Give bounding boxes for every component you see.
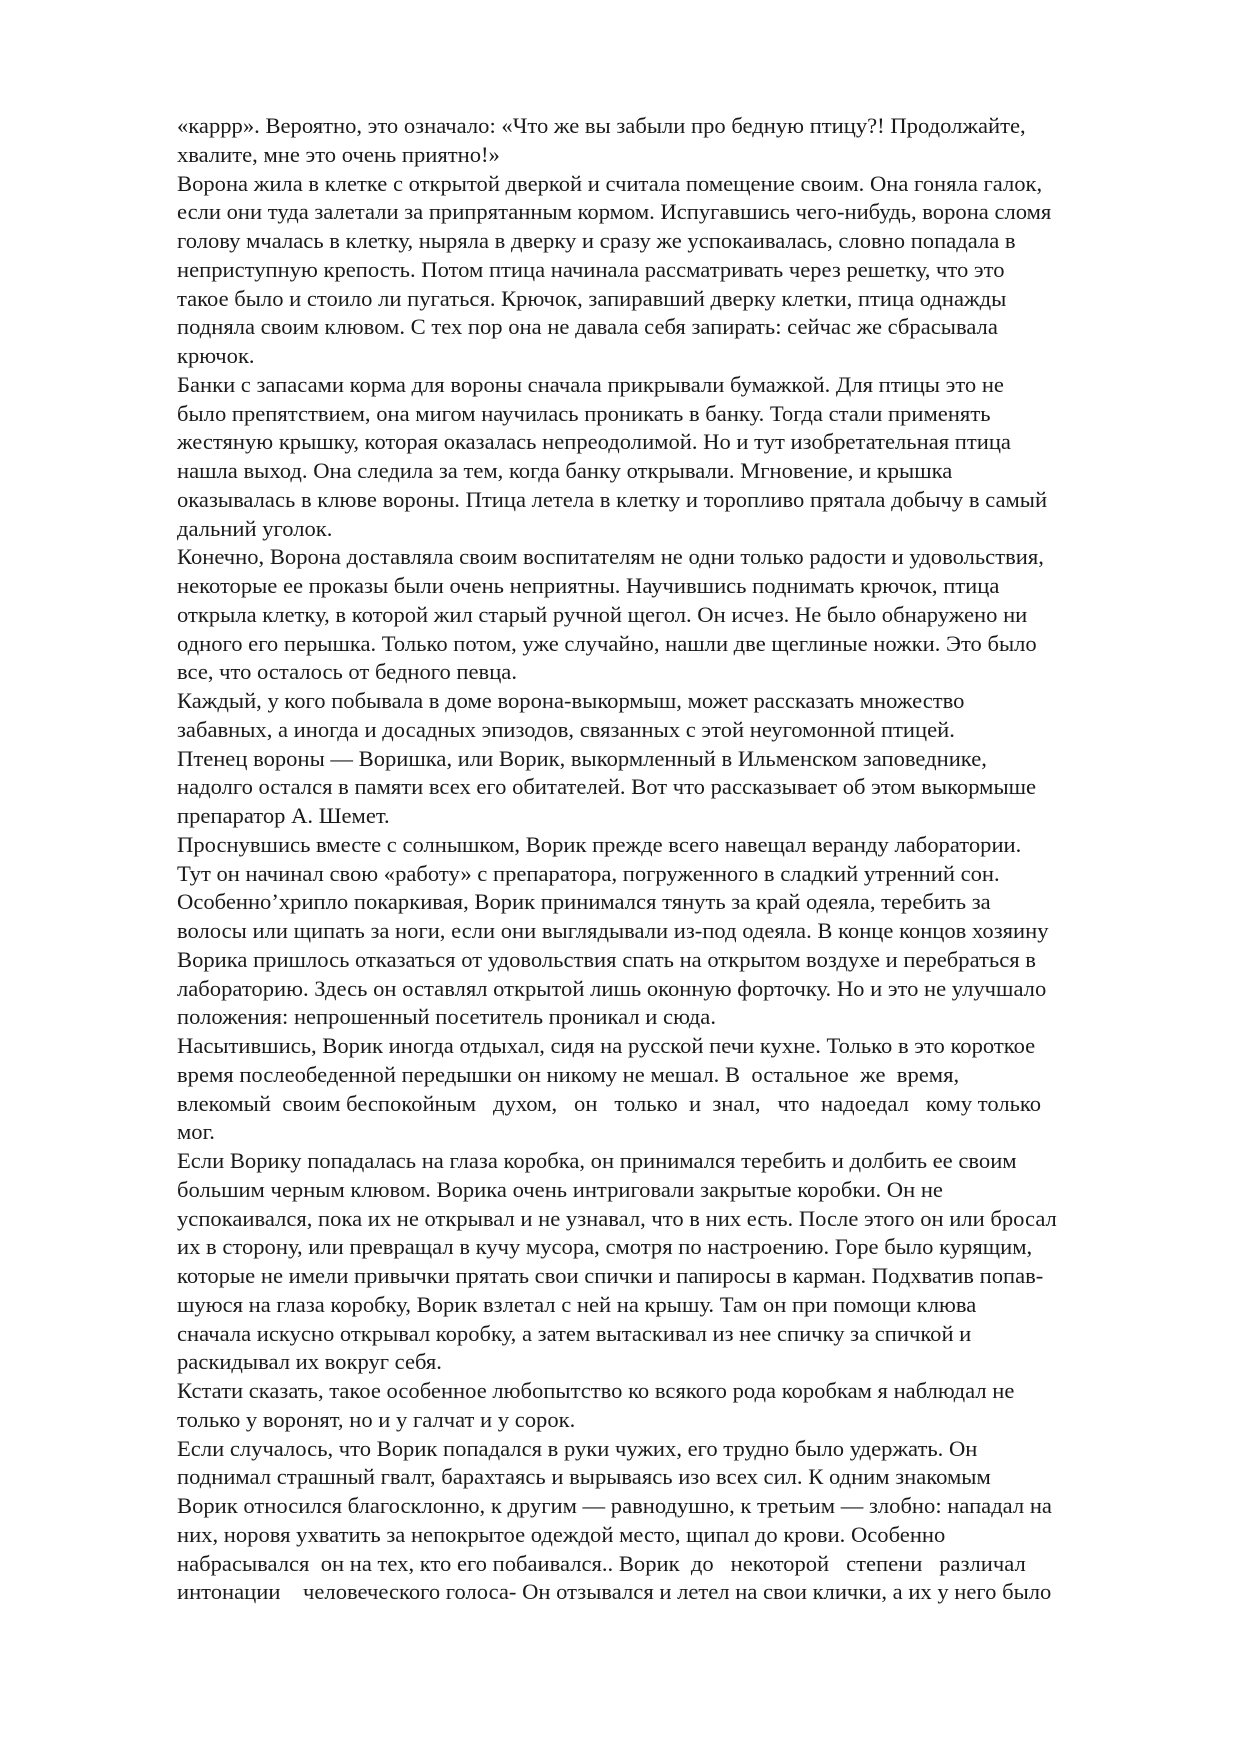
paragraph-10 xyxy=(177,1377,1157,1435)
paragraph-1 xyxy=(177,112,1157,170)
text-line: Ворик относился благосклонно, к другим — равнодушно, к третьим — злобно: нападал на xyxy=(177,1493,1052,1518)
paragraph-9 xyxy=(177,1147,1157,1377)
text-line: забавных, а иногда и досадных эпизодов, связанных с этой неугомонной птицей. xyxy=(177,716,955,742)
text-line: оказывалась в клюве вороны. Птица летела в клетку и торопливо прятала добычу в самый xyxy=(177,486,1048,512)
text-line: Банки с запасами корма для вороны сначала прикрывали бумажкой. Для птицы это не xyxy=(177,371,1004,397)
text-line: крючок. xyxy=(177,343,255,368)
text-line: надолго остался в памяти всех его обитателей. Вот что рассказывает об этом выкормыше xyxy=(177,774,1037,800)
paragraph-5 xyxy=(177,687,1157,745)
text-line: препаратор А. Шемет. xyxy=(177,803,390,828)
text-line: такое было и стоило ли пугаться. Крючок, запиравший дверку клетки, птица однажды xyxy=(177,285,1007,311)
text-line: подняла своим клювом. С тех пор она не давала себя запирать: сейчас же сбрасывала xyxy=(177,314,998,340)
text-line: которые не имели привычки прятать свои спички и папиросы в карман. Подхватив попав- xyxy=(177,1263,1044,1288)
text-line: них, норовя ухватить за непокрытое одеждой место, щипал до крови. Особенно xyxy=(177,1521,946,1547)
text-line: нашла выход. Она следила за тем, когда банку открывали. Мгновение, и крышка xyxy=(177,458,953,483)
paragraph-4 xyxy=(177,543,1157,687)
text-line: Кстати сказать, такое особенное любопытство ко всякого рода коробкам я наблюдал не xyxy=(177,1378,1015,1403)
text-line: голову мчалась в клетку, ныряла в дверку и сразу же успокаивалась, словно попадала в xyxy=(177,228,1016,253)
text-line: Особенно’хрипло покаркивая, Ворик принимался тянуть за край одеяла, теребить за xyxy=(177,889,991,915)
text-line: Каждый, у кого побывала в доме ворона-выкормыш, может рассказать множество xyxy=(177,688,965,713)
text-line: Птенец вороны — Воришка, или Ворик, выкормленный в Ильменском заповеднике, xyxy=(177,745,987,771)
text-line: сначала искусно открывал коробку, а затем вытаскивал из нее спичку за спичкой и xyxy=(177,1320,972,1346)
text-line: Конечно, Ворона доставляла своим воспитателям не одни только радости и удовольствия, xyxy=(177,544,1044,570)
text-line: лабораторию. Здесь он оставлял открытой лишь оконную форточку. Но и это не улучшало xyxy=(177,975,1047,1001)
text-line: хвалите, мне это очень приятно!» xyxy=(177,141,500,167)
text-line: Ворика пришлось отказаться от удовольствия спать на открытом воздухе и перебраться в xyxy=(177,946,1036,972)
text-line: раскидывал их вокруг себя. xyxy=(177,1349,442,1375)
paragraph-6 xyxy=(177,745,1157,831)
text-line: только у воронят, но и у галчат и у сорок. xyxy=(177,1406,576,1432)
text-line: «каррр». Вероятно, это означало: «Что же вы забыли про бедную птицу?! Продолжайте, xyxy=(177,113,1026,138)
text-line: Если Ворику попадалась на глаза коробка, он принимался теребить и долбить ее своим xyxy=(177,1148,1017,1173)
text-line: мог. xyxy=(177,1119,215,1145)
text-line: их в сторону, или превращал в кучу мусора, смотря по настроению. Горе было курящим, xyxy=(177,1234,1033,1260)
text-line: Тут он начинал свою «работу» с препаратора, погруженного в сладкий утренний сон. xyxy=(177,860,1000,886)
text-line: положения: непрошенный посетитель проникал и сюда. xyxy=(177,1004,716,1030)
text-line: большим черным клювом. Ворика очень интриговали закрытые коробки. Он не xyxy=(177,1176,943,1202)
text-line: Если случалось, что Ворик попадался в руки чужих, его трудно было удержать. Он xyxy=(177,1435,978,1461)
text-line: успокаивался, пока их не открывал и не узнавал, что в них есть. После этого он или бросал xyxy=(177,1205,1057,1231)
text-line: было препятствием, она мигом научилась проникать в банку. Тогда стали применять xyxy=(177,400,991,426)
text-line: Ворона жила в клетке с открытой дверкой и считала помещение своим. Она гоняла галок, xyxy=(177,170,1043,196)
text-line: волосы или щипать за ноги, если они выглядывали из-под одеяла. В конце концов хозяину xyxy=(177,918,1049,943)
text-line: все, что осталось от бедного певца. xyxy=(177,659,517,685)
text-line: поднимал страшный гвалт, барахтаясь и вырываясь изо всех сил. К одним знакомым xyxy=(177,1464,991,1490)
text-line: Насытившись, Ворик иногда отдыхал, сидя на русской печи кухне. Только в это короткое xyxy=(177,1033,1036,1058)
text-line: интонации человеческого голоса- Он отзывался и летел на свои клички, а их у него было xyxy=(177,1579,1052,1605)
paragraph-2 xyxy=(177,170,1157,371)
text-line: набрасывался он на тех, кто его побаивался.. Ворик до некоторой степени различал xyxy=(177,1550,1026,1576)
text-line: время послеобеденной передышки он никому не мешал. В остальное же время, xyxy=(177,1061,960,1087)
text-line: неприступную крепость. Потом птица начинала рассматривать через решетку, что это xyxy=(177,256,1005,282)
text-line: шуюся на глаза коробку, Ворик взлетал с ней на крышу. Там он при помощи клюва xyxy=(177,1291,977,1317)
document-page xyxy=(177,112,1157,1607)
paragraph-11 xyxy=(177,1435,1157,1608)
text-line: Проснувшись вместе с солнышком, Ворик прежде всего навещал веранду лаборатории. xyxy=(177,831,1022,857)
paragraph-3 xyxy=(177,371,1157,544)
text-line: некоторые ее проказы были очень неприятны. Научившись поднимать крючок, птица xyxy=(177,573,1000,598)
text-line: открыла клетку, в которой жил старый ручной щегол. Он исчез. Не было обнаружено ни xyxy=(177,601,1028,627)
text-line: если они туда залетали за припрятанным кормом. Испугавшись чего-нибудь, ворона сломя xyxy=(177,199,1052,225)
text-line: дальний уголок. xyxy=(177,515,333,541)
text-line: одного его перышка. Только потом, уже случайно, нашли две щеглиные ножки. Это было xyxy=(177,630,1037,656)
paragraph-8 xyxy=(177,1032,1157,1147)
text-line: влекомый своим беспокойным духом, он только и знал, что надоедал кому только xyxy=(177,1090,1042,1116)
paragraph-7 xyxy=(177,831,1157,1032)
text-line: жестяную крышку, которая оказалась непреодолимой. Но и тут изобретательная птица xyxy=(177,429,1011,455)
